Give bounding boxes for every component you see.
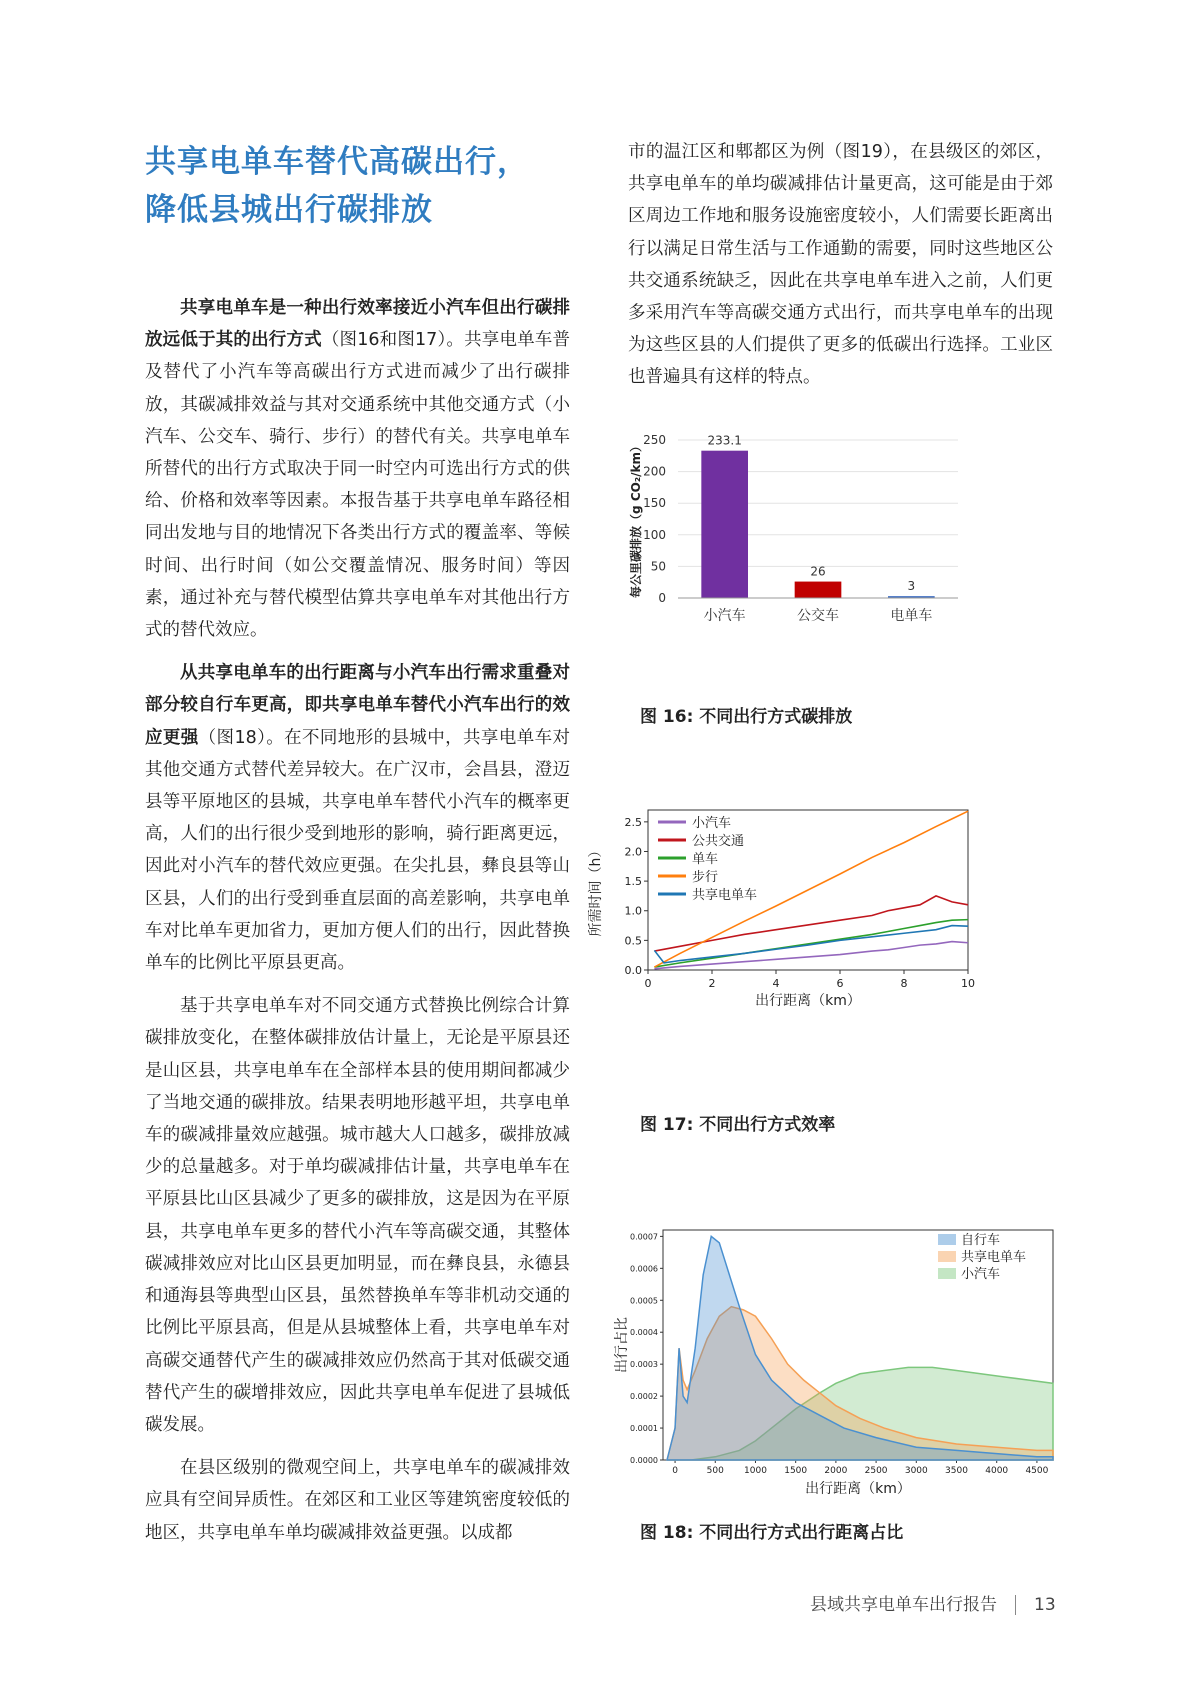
y-tick-label: 0.0004 [630, 1328, 658, 1338]
y-axis-label: 每公里碳排放（g CO₂/km） [629, 440, 643, 598]
x-tick-label: 10 [961, 977, 975, 990]
title-line-2: 降低县城出行碳排放 [145, 192, 433, 228]
footer-title: 县域共享电单车出行报告 [810, 1595, 997, 1615]
x-tick-label: 4000 [985, 1466, 1009, 1476]
x-tick-label: 3000 [904, 1466, 928, 1476]
page-footer [810, 1590, 1056, 1615]
x-tick-label: 8 [900, 977, 908, 990]
y-tick-label: 0.5 [624, 934, 642, 948]
x-tick-label: 2000 [824, 1466, 848, 1476]
legend-label: 小汽车 [692, 816, 732, 831]
y-axis-label: 出行占比 [614, 1317, 630, 1373]
y-tick-label: 1.0 [624, 904, 642, 918]
title-line-1: 共享电单车替代高碳出行， [145, 144, 529, 180]
y-tick-label: 1.5 [624, 875, 642, 889]
legend-swatch [938, 1268, 956, 1279]
paragraph-4: 在县区级别的微观空间上，共享电单车的碳减排效应具有空间异质性。在郊区和工业区等建筑密度较低的地区，共享电单车单均碳减排效益更强。以成都 [145, 1458, 570, 1543]
y-tick-label: 150 [643, 496, 666, 511]
x-tick-label: 4 [772, 977, 780, 990]
y-tick-label: 0.0005 [630, 1296, 658, 1306]
y-tick-label: 100 [643, 527, 666, 542]
paragraph-1 [145, 292, 570, 646]
y-tick-label: 2.0 [624, 845, 642, 859]
paragraph-5: 市的温江区和郫都区为例（图19），在县级区的郊区，共享电单车的单均碳减排估计量更高，这可能是由于郊区周边工作地和服务设施密度较小，人们需要长距离出行以满足日常生活与工作通勤的需要，同时这些地区公共交通系统缺乏，因此在共享电单车进入之前，人们更多采用汽车等高碳交通方式出行，而共享电单车的出现为这些区县的人们提供了更多的低碳出行选择。工业区也普遍具有这样的特点。 [628, 142, 1053, 388]
legend-swatch [938, 1234, 956, 1245]
y-tick-label: 0.0002 [630, 1392, 658, 1402]
bar-2 [795, 582, 842, 598]
paragraph-1-bold: 共享电单车是一种出行效率接近小汽车但出行碳排放远低于其的出行方式 [145, 298, 570, 351]
y-tick-label: 200 [643, 464, 666, 479]
paragraph-2 [145, 657, 570, 979]
line-chart-efficiency [588, 800, 1058, 1090]
left-column [145, 292, 570, 1560]
page-number: 13 [1034, 1595, 1056, 1615]
paragraph-3: 基于共享电单车对不同交通方式替换比例综合计算碳排放变化，在整体碳排放估计量上，无论是平原县还是山区县，共享电单车在全部样本县的使用期间都减少了当地交通的碳排放。结果表明地形越平坦，共享电单车的碳减排量效应越强。城市越大人口越多，碳排放减少的总量越多。对于单均碳减排估计量，共享电单车在平原县比山区县减少了更多的碳排放，这是因为在平原县，共享电单车更多的替代小汽车等高碳交通，其整体碳减排效应对比山区县更加明显，而在彝良县，永德县和通海县等典型山区县，虽然替换单车等非机动交通的比例比平原县高，但是从县城整体上看，共享电单车对高碳交通替代产生的碳减排效应仍然高于其对低碳交通替代产生的碳增排效应，因此共享电单车促进了县城低碳发展。 [145, 996, 570, 1435]
legend-label: 共享电单车 [692, 888, 758, 903]
legend-label: 步行 [692, 870, 719, 885]
legend-swatch [938, 1251, 956, 1262]
x-tick-label: 500 [706, 1466, 724, 1476]
y-tick-label: 0.0 [624, 964, 642, 977]
x-tick-label: 公交车 [797, 608, 839, 624]
x-axis-label: 出行距离（km） [755, 993, 861, 1009]
density-chart-distance [614, 1220, 1058, 1510]
x-tick-label: 4500 [1025, 1466, 1049, 1476]
x-tick-label: 小汽车 [703, 608, 746, 624]
legend-label: 单车 [692, 852, 719, 867]
x-tick-label: 3500 [945, 1466, 968, 1476]
y-tick-label: 0.0003 [630, 1360, 658, 1370]
caption-fig16: 图 16: 不同出行方式碳排放 [640, 707, 853, 727]
x-tick-label: 电单车 [890, 608, 933, 624]
caption-fig17: 图 17: 不同出行方式效率 [640, 1115, 836, 1135]
x-tick-label: 0 [644, 977, 652, 990]
y-tick-label: 2.5 [624, 815, 642, 829]
y-tick-label: 50 [650, 559, 666, 574]
y-tick-label: 0.0006 [630, 1264, 658, 1274]
bar-value-label: 3 [907, 579, 916, 594]
x-tick-label: 1000 [744, 1466, 767, 1476]
y-tick-label: 0.0001 [630, 1424, 658, 1434]
footer-divider [1015, 1595, 1016, 1615]
bar-1 [701, 451, 748, 598]
y-tick-label: 0.0007 [630, 1232, 658, 1242]
section-title [145, 138, 585, 234]
bar-value-label: 233.1 [707, 433, 742, 448]
right-column [628, 136, 1053, 405]
legend-label: 公共交通 [692, 834, 745, 849]
paragraph-2-text: （图18）。在不同地形的县城中，共享电单车对其他交通方式替代差异较大。在广汉市，会昌县，澄迈县等平原地区的县城，共享电单车替代小汽车的概率更高，人们的出行很少受到地形的影响，骑行距离更远，因此对小汽车的替代效应更强。在尖扎县，彝良县等山区县，人们的出行受到垂直层面的高差影响，共享电单车对比单车更加省力，更加方便人们的出行，因此替换单车的比例比平原县更高。 [145, 727, 570, 974]
bar-value-label: 26 [810, 564, 826, 579]
y-tick-label: 0.0000 [630, 1456, 658, 1465]
y-axis-label: 所需时间（h） [588, 843, 604, 937]
x-tick-label: 6 [836, 977, 844, 990]
legend-label: 小汽车 [961, 1267, 1001, 1282]
legend-label: 共享电单车 [961, 1250, 1027, 1265]
x-tick-label: 2500 [864, 1466, 888, 1476]
paragraph-2-bold: 从共享电单车的出行距离与小汽车出行需求重叠对部分较自行车更高，即共享电单车替代小汽车出行的效应更强 [145, 663, 570, 748]
y-tick-label: 250 [643, 433, 666, 447]
x-tick-label: 2 [708, 977, 716, 990]
x-tick-label: 1500 [784, 1466, 808, 1476]
x-tick-label: 0 [672, 1466, 678, 1476]
legend-label: 自行车 [961, 1233, 1001, 1248]
bar-chart-emissions [628, 420, 1058, 690]
series-line-1 [654, 942, 968, 969]
y-tick-label: 0 [658, 591, 666, 605]
caption-fig18: 图 18: 不同出行方式出行距离占比 [640, 1523, 904, 1543]
x-axis-label: 出行距离（km） [805, 1481, 911, 1497]
paragraph-1-text: （图16和图17）。共享电单车普及替代了小汽车等高碳出行方式进而减少了出行碳排放，其碳减排效益与其对交通系统中其他交通方式（小汽车、公交车、骑行、步行）的替代有关。共享电单车所替代的出行方式取决于同一时空内可选出行方式的供给、价格和效率等因素。本报告基于共享电单车路径相同出发地与目的地情况下各类出行方式的覆盖率、等候时间、出行时间（如公交覆盖情况、服务时间）等因素，通过补充与替代模型估算共享电单车对其他出行方式的替代效应。 [145, 330, 570, 641]
